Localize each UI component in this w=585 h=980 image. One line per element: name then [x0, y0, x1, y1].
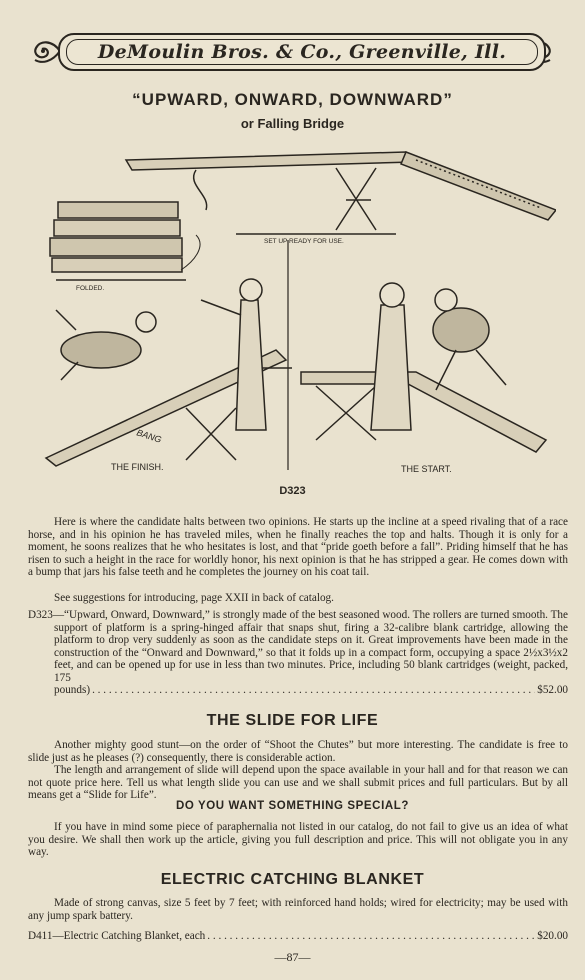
- leader-dots: [92, 684, 535, 697]
- see-suggestions-text: See suggestions for introducing, page XXII in back of catalog.: [54, 592, 334, 604]
- bang-label: BANG: [135, 427, 163, 445]
- start-scene-drawing: [301, 283, 546, 452]
- folded-apparatus-drawing: [50, 202, 186, 280]
- finish-label: THE FINISH.: [111, 462, 164, 472]
- special-heading: DO YOU WANT SOMETHING SPECIAL?: [175, 800, 410, 812]
- d323-description: D323—“Upward, Onward, Downward,” is strongly made of the best seasoned wood. The rollers are turned smooth. The support of platform is a spring-hinged affair that snaps shut, firing a 32-calibre blank cartridge, allowing the platform to drop very suddenly as soon as the candidate steps on it. Great improvements have been made in the construction of the “Onward and Downward,” so that it folds up in a compact form, occupying a space 2½x3½x2 feet, and can be opened up for use in less than two minutes. Price, including 50 blank cartridges (weight, packed, 175: [28, 609, 568, 684]
- falling-bridge-illustration: [36, 140, 556, 490]
- d411-price: $20.00: [537, 930, 568, 942]
- leader-dots: [207, 930, 535, 943]
- d323-weight-end: pounds): [54, 684, 91, 696]
- setup-apparatus-drawing: [126, 152, 556, 234]
- blanket-heading: ELECTRIC CATCHING BLANKET: [160, 871, 425, 888]
- slide-heading: THE SLIDE FOR LIFE: [206, 712, 379, 729]
- special-paragraph: If you have in mind some piece of paraphernalia not listed in our catalog, do not fail to give us an idea of what you desire. We shall then work up the article, giving you full description and price. This will not obligate you in any way.: [28, 821, 568, 859]
- illustration-caption: D323: [279, 485, 306, 497]
- slide-paragraph-1: Another mighty good stunt—on the order of “Shoot the Chutes” but more interesting. The candidate is free to slide just as he pleases (?) consequently, there is considerable action.: [28, 739, 568, 764]
- company-name: DeMoulin Bros. & Co., Greenville, Ill.: [97, 41, 507, 63]
- d411-item: D411—Electric Catching Blanket, each: [28, 930, 206, 942]
- intro-paragraph: Here is where the candidate halts between two opinions. He starts up the incline at a speed rivaling that of a race horse, and in his opinion he has traveled miles, when he finally reaches the top and halts. Though it is only for a moment, he soons realizes that he who hesitates is lost, and that “pride goeth before a fall”. Priding himself that he has risen to such a height in the race for worldly honor, his next opinion is that he has stripped a gear. He comes down with a bump that jars his false teeth and he completes the journey on his coat tail.: [28, 516, 568, 579]
- company-banner: [58, 33, 546, 71]
- d411-price-line: [28, 930, 568, 943]
- d323-price-line: [54, 684, 568, 697]
- product-subtitle: or Falling Bridge: [240, 116, 345, 131]
- d323-price: $52.00: [537, 684, 568, 696]
- start-label: THE START.: [401, 464, 452, 474]
- setup-label: SET UP READY FOR USE.: [264, 238, 344, 245]
- blanket-paragraph: Made of strong canvas, size 5 feet by 7 feet; with reinforced hand holds; wired for electricity; may be used with any jump spark battery.: [28, 897, 568, 922]
- slide-paragraph-2: The length and arrangement of slide will depend upon the space available in your hall and for that reason we can not quote price here. Tell us what length slide you can use and we shall submit prices and full particulars. But by all means get a “Slide for Life”.: [28, 764, 568, 802]
- finish-scene-drawing: [46, 279, 292, 466]
- page-number: —87—: [274, 950, 311, 964]
- product-title: “UPWARD, ONWARD, DOWNWARD”: [132, 90, 453, 109]
- folded-label: FOLDED.: [76, 285, 105, 292]
